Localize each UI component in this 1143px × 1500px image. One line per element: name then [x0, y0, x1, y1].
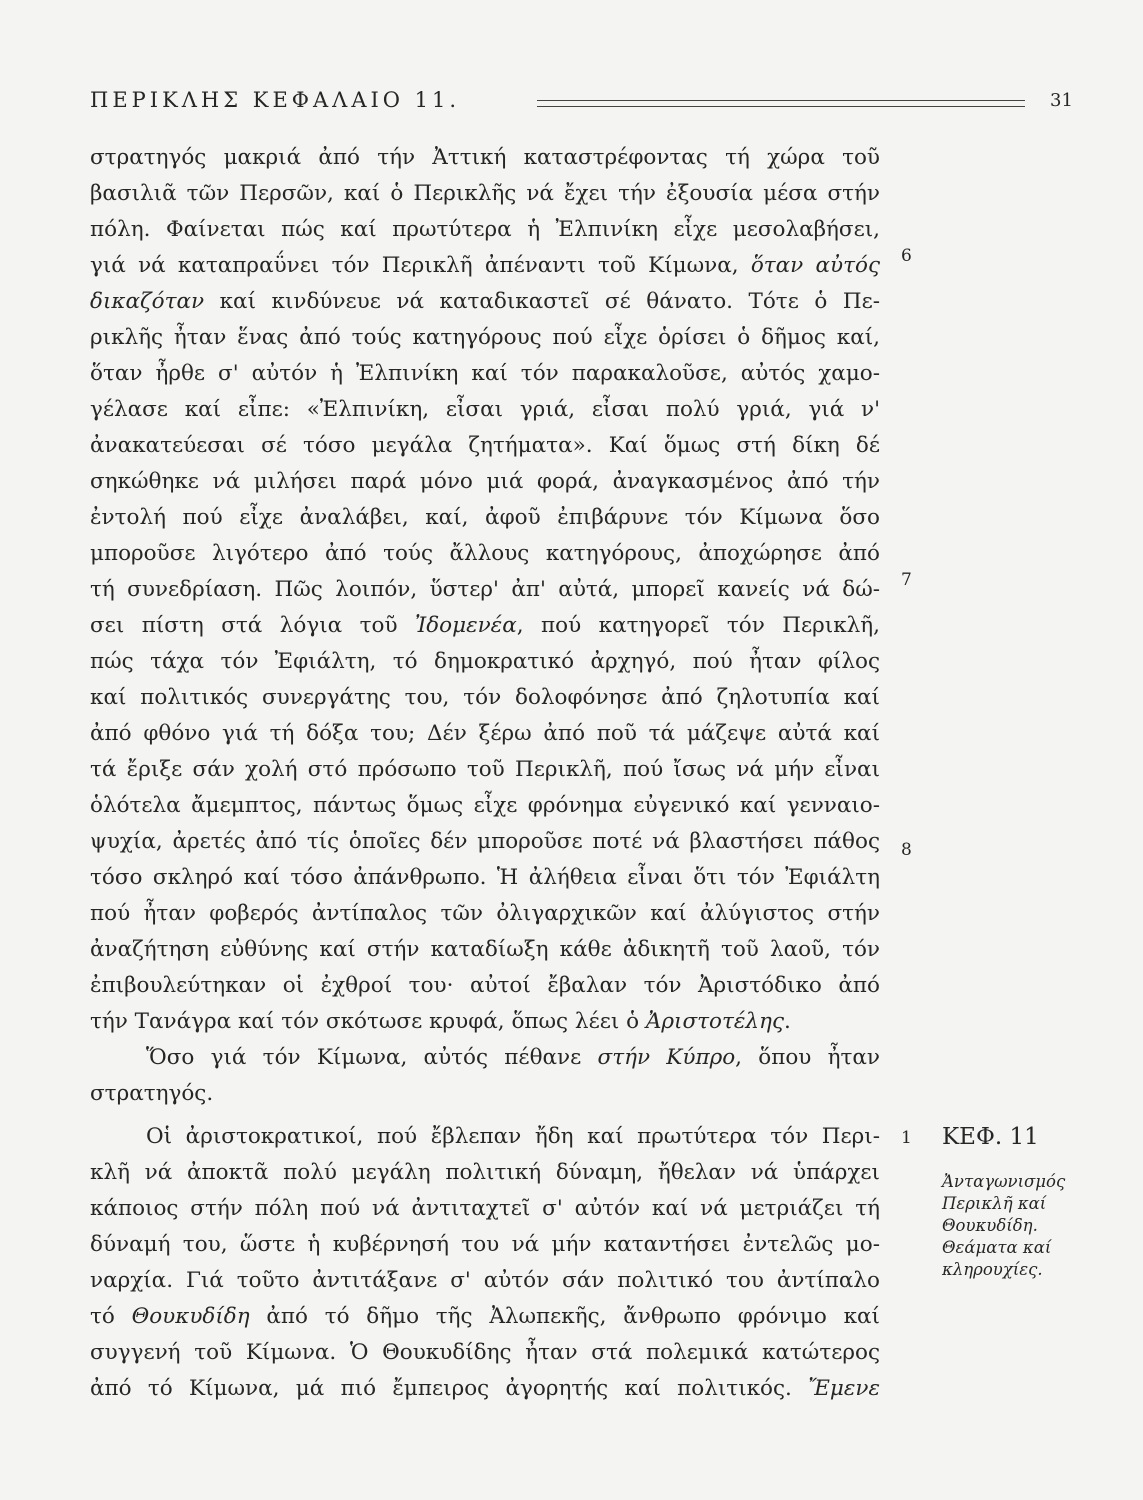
side-summary-line: Ἀνταγωνισμός [942, 1172, 1066, 1191]
text-line [90, 1004, 880, 1040]
text-line [90, 248, 880, 284]
text-line: ὅταν ἦρθε σ' αὐτόν ἡ Ἐλπινίκη καί τόν παρακαλοῦσε, αὐτός χαμο- [90, 361, 880, 386]
text-line: συγγενή τοῦ Κίμωνα. Ὁ Θουκυδίδης ἦταν στά πολεμικά κατώτερος [90, 1340, 880, 1365]
text-line: ἐντολή πού εἶχε ἀναλάβει, καί, ἀφοῦ ἐπιβάρυνε τόν Κίμωνα ὅσο [90, 505, 880, 530]
text-segment: , πού κατηγορεῖ τόν Περικλῆ, [516, 613, 880, 638]
margin-number: 8 [901, 840, 912, 860]
margin-number: 7 [901, 570, 912, 590]
text-line: τόσο σκληρό καί τόσο ἀπάνθρωπο. Ἡ ἀλήθεια εἶναι ὅτι τόν Ἐφιάλτη [90, 865, 880, 890]
text-line: σηκώθηκε νά μιλήσει παρά μόνο μιά φορά, ἀναγκασμένος ἀπό τήν [90, 469, 880, 494]
text-line: ὁλότελα ἄμεμπτος, πάντως ὅμως εἶχε φρόνημα εὐγενικό καί γενναιο- [90, 793, 880, 818]
side-summary-line: Θουκυδίδη. [942, 1216, 1038, 1235]
text-segment: ἀπό τό Κίμωνα, μά πιό ἔμπειρος ἀγορητής καί πολιτικός. [90, 1376, 809, 1401]
italic-segment: Ἰδομενέα [415, 613, 517, 638]
text-segment: . [783, 1009, 791, 1034]
text-line: στρατηγός. [90, 1081, 214, 1106]
text-line: στρατηγός μακριά ἀπό τήν Ἀττική καταστρέφοντας τή χώρα τοῦ [90, 145, 880, 170]
italic-segment: δικαζόταν [90, 289, 205, 314]
italic-segment: Θουκυδίδη [131, 1304, 250, 1329]
italic-segment: στήν Κύπρο [597, 1045, 736, 1070]
chapter-label: ΚΕΦ. 11 [942, 1124, 1039, 1150]
side-summary-line: κληρουχίες. [942, 1260, 1043, 1279]
text-line: Οἱ ἀριστοκρατικοί, πού ἔβλεπαν ἤδη καί πρωτύτερα τόν Περι- [146, 1124, 880, 1149]
text-line: κάποιος στήν πόλη πού νά ἀντιταχτεῖ σ' αὐτόν καί νά μετριάζει τή [90, 1196, 880, 1221]
text-line: ἀπό φθόνο γιά τή δόξα του; Δέν ξέρω ἀπό ποῦ τά μάζεψε αὐτά καί [90, 721, 880, 746]
text-line: τά ἔριξε σάν χολή στό πρόσωπο τοῦ Περικλῆ, πού ἴσως νά μήν εἶναι [90, 757, 880, 782]
text-line [146, 1040, 880, 1076]
text-line: πώς τάχα τόν Ἐφιάλτη, τό δημοκρατικό ἀρχηγό, πού ἦταν φίλος [90, 649, 880, 674]
text-line: καί πολιτικός συνεργάτης του, τόν δολοφόνησε ἀπό ζηλοτυπία καί [90, 685, 880, 710]
text-segment: ἀπό τό δῆμο τῆς Ἀλωπεκῆς, ἄνθρωπο φρόνιμο καί [249, 1304, 880, 1329]
side-summary [942, 1171, 1102, 1281]
text-line [90, 608, 880, 644]
side-summary-line: Θεάματα καί [942, 1238, 1052, 1257]
text-line [90, 1299, 880, 1335]
text-line: ρικλῆς ἦταν ἕνας ἀπό τούς κατηγόρους πού εἶχε ὁρίσει ὁ δῆμος καί, [90, 325, 880, 350]
text-line: μποροῦσε λιγότερο ἀπό τούς ἄλλους κατηγόρους, ἀποχώρησε ἀπό [90, 541, 880, 566]
text-line: πόλη. Φαίνεται πώς καί πρωτύτερα ἡ Ἐλπινίκη εἶχε μεσολαβήσει, [90, 217, 880, 242]
text-line: γέλασε καί εἶπε: «Ἐλπινίκη, εἶσαι γριά, εἶσαι πολύ γριά, γιά ν' [90, 397, 880, 422]
text-segment: τήν Τανάγρα καί τόν σκότωσε κρυφά, ὅπως λέει ὁ [90, 1009, 646, 1034]
text-segment: Ὅσο γιά τόν Κίμωνα, αὐτός πέθανε [146, 1045, 598, 1070]
italic-segment: ὅταν αὐτός [750, 253, 880, 278]
text-segment: καί κινδύνευε νά καταδικαστεῖ σέ θάνατο. Τότε ὁ Πε- [204, 289, 880, 314]
text-line: τή συνεδρίαση. Πῶς λοιπόν, ὕστερ' ἀπ' αὐτά, μπορεῖ κανείς νά δώ- [90, 577, 880, 602]
text-line [90, 1371, 880, 1407]
side-summary-line: Περικλῆ καί [942, 1194, 1047, 1213]
text-segment: , ὅπου ἦταν [735, 1045, 880, 1070]
page-number: 31 [1050, 90, 1073, 111]
text-line: βασιλιᾶ τῶν Περσῶν, καί ὁ Περικλῆς νά ἔχει τήν ἐξουσία μέσα στήν [90, 181, 880, 206]
margin-number: 6 [901, 246, 912, 266]
italic-segment: Ἀριστοτέλης [645, 1009, 784, 1034]
italic-segment: Ἔμενε [808, 1376, 880, 1401]
text-line: δύναμή του, ὥστε ἡ κυβέρνησή του νά μήν καταντήσει ἐντελῶς μο- [90, 1232, 880, 1257]
text-line: πού ἦταν φοβερός ἀντίπαλος τῶν ὀλιγαρχικῶν καί ἀλύγιστος στήν [90, 901, 880, 926]
text-line: ψυχία, ἀρετές ἀπό τίς ὁποῖες δέν μποροῦσε ποτέ νά βλαστήσει πάθος [90, 829, 880, 854]
text-line: ἀναζήτηση εὐθύνης καί στήν καταδίωξη κάθε ἀδικητῆ τοῦ λαοῦ, τόν [90, 937, 880, 962]
margin-number: 1 [901, 1128, 912, 1148]
text-segment: σει πίστη στά λόγια τοῦ [90, 613, 415, 638]
text-line: ἀνακατεύεσαι σέ τόσο μεγάλα ζητήματα». Καί ὅμως στή δίκη δέ [90, 433, 880, 458]
text-segment: τό [90, 1304, 132, 1329]
text-line: ναρχία. Γιά τοῦτο ἀντιτάξανε σ' αὐτόν σάν πολιτικό του ἀντίπαλο [90, 1268, 880, 1293]
running-head: ΠΕΡΙΚΛΗΣ ΚΕΦΑΛΑΙΟ 11. [90, 88, 461, 112]
text-line: ἐπιβουλεύτηκαν οἱ ἐχθροί του· αὐτοί ἔβαλαν τόν Ἀριστόδικο ἀπό [90, 973, 880, 998]
text-line [90, 284, 880, 320]
text-line: κλῆ νά ἀποκτᾶ πολύ μεγάλη πολιτική δύναμη, ἤθελαν νά ὑπάρχει [90, 1160, 880, 1185]
header-double-rule [537, 100, 1025, 107]
text-segment: γιά νά καταπραΰνει τόν Περικλῆ ἀπέναντι τοῦ Κίμωνα, [90, 253, 751, 278]
